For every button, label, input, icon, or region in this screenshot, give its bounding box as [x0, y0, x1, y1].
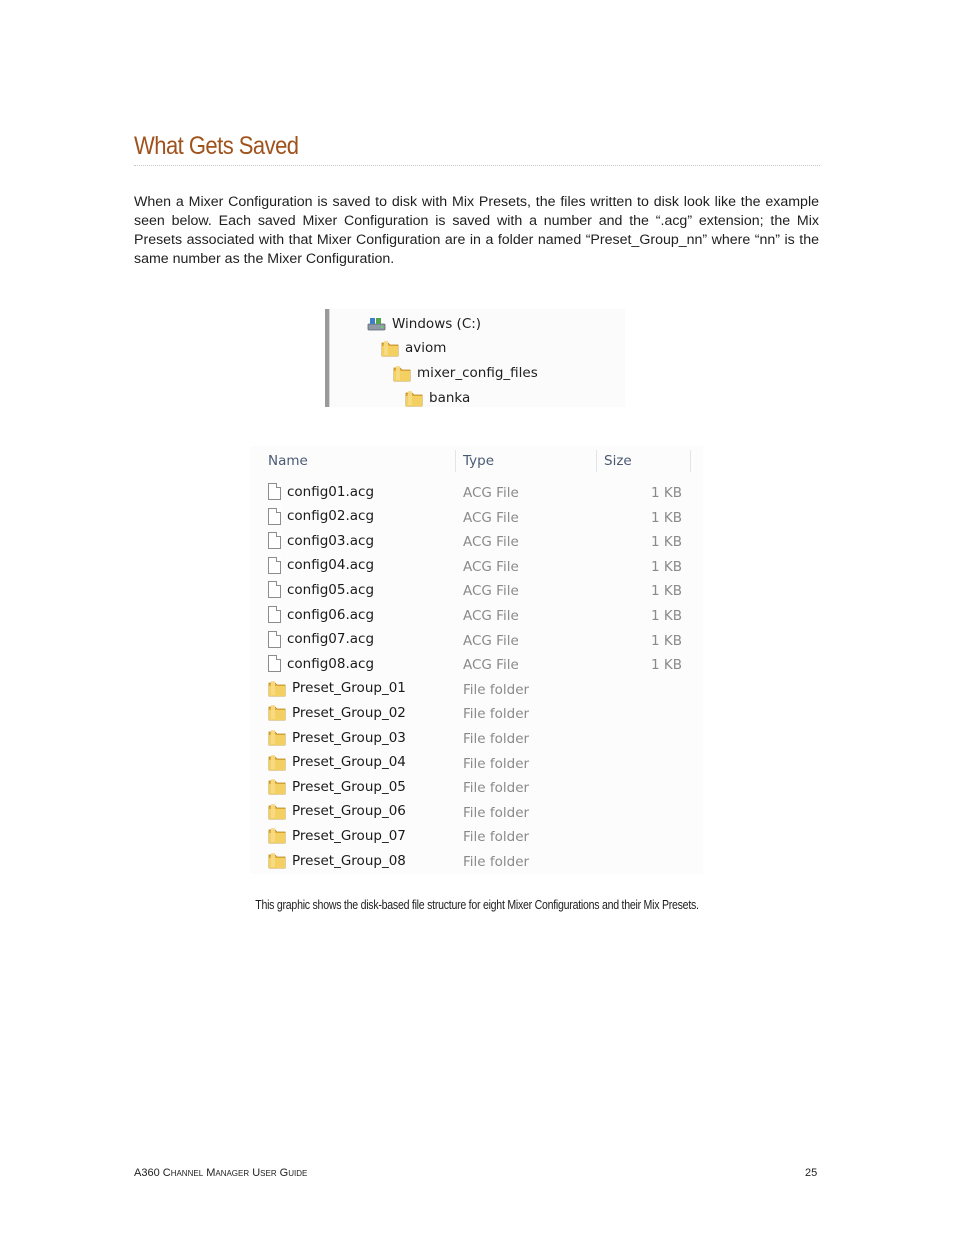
file-name-cell [268, 557, 374, 574]
folder-icon [268, 704, 286, 721]
column-divider[interactable] [690, 450, 691, 472]
file-name: config02.acg [287, 508, 375, 525]
file-list-panel [250, 446, 703, 874]
file-name: Preset_Group_05 [292, 778, 406, 795]
file-type: File folder [463, 681, 530, 698]
folder-icon [405, 390, 423, 407]
file-row[interactable] [250, 529, 703, 554]
tree-item-label: mixer_config_files [417, 365, 538, 381]
folder-icon [268, 729, 286, 746]
file-name-cell [268, 827, 406, 844]
file-type: ACG File [463, 558, 519, 575]
file-row[interactable] [250, 554, 703, 579]
file-name-cell [268, 655, 374, 672]
heading-divider [134, 165, 820, 166]
file-name-cell [268, 852, 406, 869]
file-type: ACG File [463, 632, 519, 649]
file-row[interactable] [250, 505, 703, 530]
column-divider[interactable] [596, 450, 597, 472]
file-row[interactable] [250, 652, 703, 677]
file-row[interactable] [250, 775, 703, 800]
file-name: config04.acg [287, 557, 375, 574]
file-row[interactable] [250, 677, 703, 702]
column-header-type[interactable]: Type [463, 453, 495, 469]
file-name-cell [268, 778, 406, 795]
folder-tree-panel [325, 309, 625, 407]
file-type: File folder [463, 804, 530, 821]
file-size: 1 KB [651, 608, 682, 624]
file-row[interactable] [250, 726, 703, 751]
file-row[interactable] [250, 628, 703, 653]
file-size: 1 KB [651, 558, 682, 575]
figure-caption [0, 898, 954, 912]
file-size: 1 KB [651, 657, 682, 674]
file-name: Preset_Group_04 [292, 754, 406, 771]
file-type: ACG File [463, 534, 519, 551]
file-icon [268, 655, 281, 672]
file-icon [268, 483, 281, 500]
drive-icon [367, 316, 386, 333]
file-name: Preset_Group_06 [292, 803, 406, 820]
file-name-cell [268, 532, 374, 549]
file-size: 1 KB [651, 632, 682, 649]
section-heading: What Gets Saved [134, 132, 299, 160]
file-row[interactable] [250, 824, 703, 849]
folder-icon [393, 365, 411, 382]
file-type: File folder [463, 780, 530, 797]
tree-item[interactable] [393, 362, 538, 384]
column-header-name[interactable]: Name [268, 453, 308, 469]
file-size: 1 KB [651, 509, 682, 526]
file-name-cell [268, 508, 374, 525]
tree-scroll-edge [325, 309, 330, 407]
tree-item[interactable] [367, 313, 481, 335]
file-type: ACG File [463, 485, 519, 501]
column-header-size[interactable]: Size [604, 453, 632, 469]
file-type: File folder [463, 829, 530, 846]
file-type: File folder [463, 755, 530, 772]
file-name-cell [268, 631, 374, 648]
file-name-cell [268, 483, 374, 500]
file-type: ACG File [463, 583, 519, 600]
file-icon [268, 508, 281, 525]
file-type: ACG File [463, 608, 519, 624]
file-name: config06.acg [287, 606, 375, 623]
caption-text: This graphic shows the disk-based file structure for eight Mixer Configurations and their Mix Presets. [255, 898, 699, 912]
folder-icon [268, 754, 286, 771]
file-icon [268, 532, 281, 549]
file-row[interactable] [250, 480, 703, 505]
file-type: ACG File [463, 657, 519, 674]
file-name: config07.acg [287, 631, 375, 648]
file-size: 1 KB [651, 583, 682, 600]
folder-icon [268, 827, 286, 844]
file-name-cell [268, 606, 374, 623]
file-name: config08.acg [287, 655, 375, 672]
file-row[interactable] [250, 603, 703, 628]
file-icon [268, 631, 281, 648]
file-row[interactable] [250, 751, 703, 776]
file-size: 1 KB [651, 534, 682, 551]
file-size: 1 KB [651, 485, 682, 501]
file-name: Preset_Group_03 [292, 729, 406, 746]
file-name: Preset_Group_08 [292, 852, 406, 869]
file-row[interactable] [250, 701, 703, 726]
file-icon [268, 557, 281, 574]
file-type: File folder [463, 854, 530, 870]
file-name-cell [268, 704, 406, 721]
file-type: File folder [463, 706, 530, 723]
file-name: Preset_Group_02 [292, 704, 406, 721]
tree-item-label: banka [429, 390, 471, 406]
file-name-cell [268, 754, 406, 771]
file-icon [268, 606, 281, 623]
file-name: config05.acg [287, 581, 375, 598]
file-type: File folder [463, 731, 530, 747]
file-row[interactable] [250, 849, 703, 874]
file-icon [268, 581, 281, 598]
folder-icon [268, 680, 286, 697]
file-name: config01.acg [287, 483, 375, 500]
file-row[interactable] [250, 578, 703, 603]
file-name-cell [268, 680, 406, 697]
file-name-cell [268, 803, 406, 820]
file-row[interactable] [250, 800, 703, 825]
folder-icon [268, 803, 286, 820]
footer-guide-title: A360 Channel Manager User Guide [134, 1167, 308, 1179]
file-name: Preset_Group_01 [292, 680, 406, 697]
folder-icon [381, 340, 399, 357]
tree-item[interactable] [381, 337, 446, 359]
folder-icon [268, 778, 286, 795]
footer-page-number: 25 [805, 1167, 818, 1179]
column-divider[interactable] [455, 450, 456, 472]
folder-icon [268, 852, 286, 869]
body-paragraph: When a Mixer Configuration is saved to disk with Mix Presets, the files written to disk look like the example seen below. Each saved Mixer Configuration is saved with a number and the “.acg” extension; the Mix Presets associated with that Mixer Configuration are in a folder named “Preset_Group_nn” where “nn” is the same number as the Mixer Configuration. [134, 194, 819, 267]
file-name-cell [268, 581, 374, 598]
tree-item[interactable] [405, 387, 470, 409]
file-name: config03.acg [287, 532, 375, 549]
tree-item-label: aviom [405, 340, 447, 356]
file-name: Preset_Group_07 [292, 827, 406, 844]
file-name-cell [268, 729, 406, 746]
file-type: ACG File [463, 509, 519, 526]
tree-item-label: Windows (C:) [392, 316, 482, 332]
